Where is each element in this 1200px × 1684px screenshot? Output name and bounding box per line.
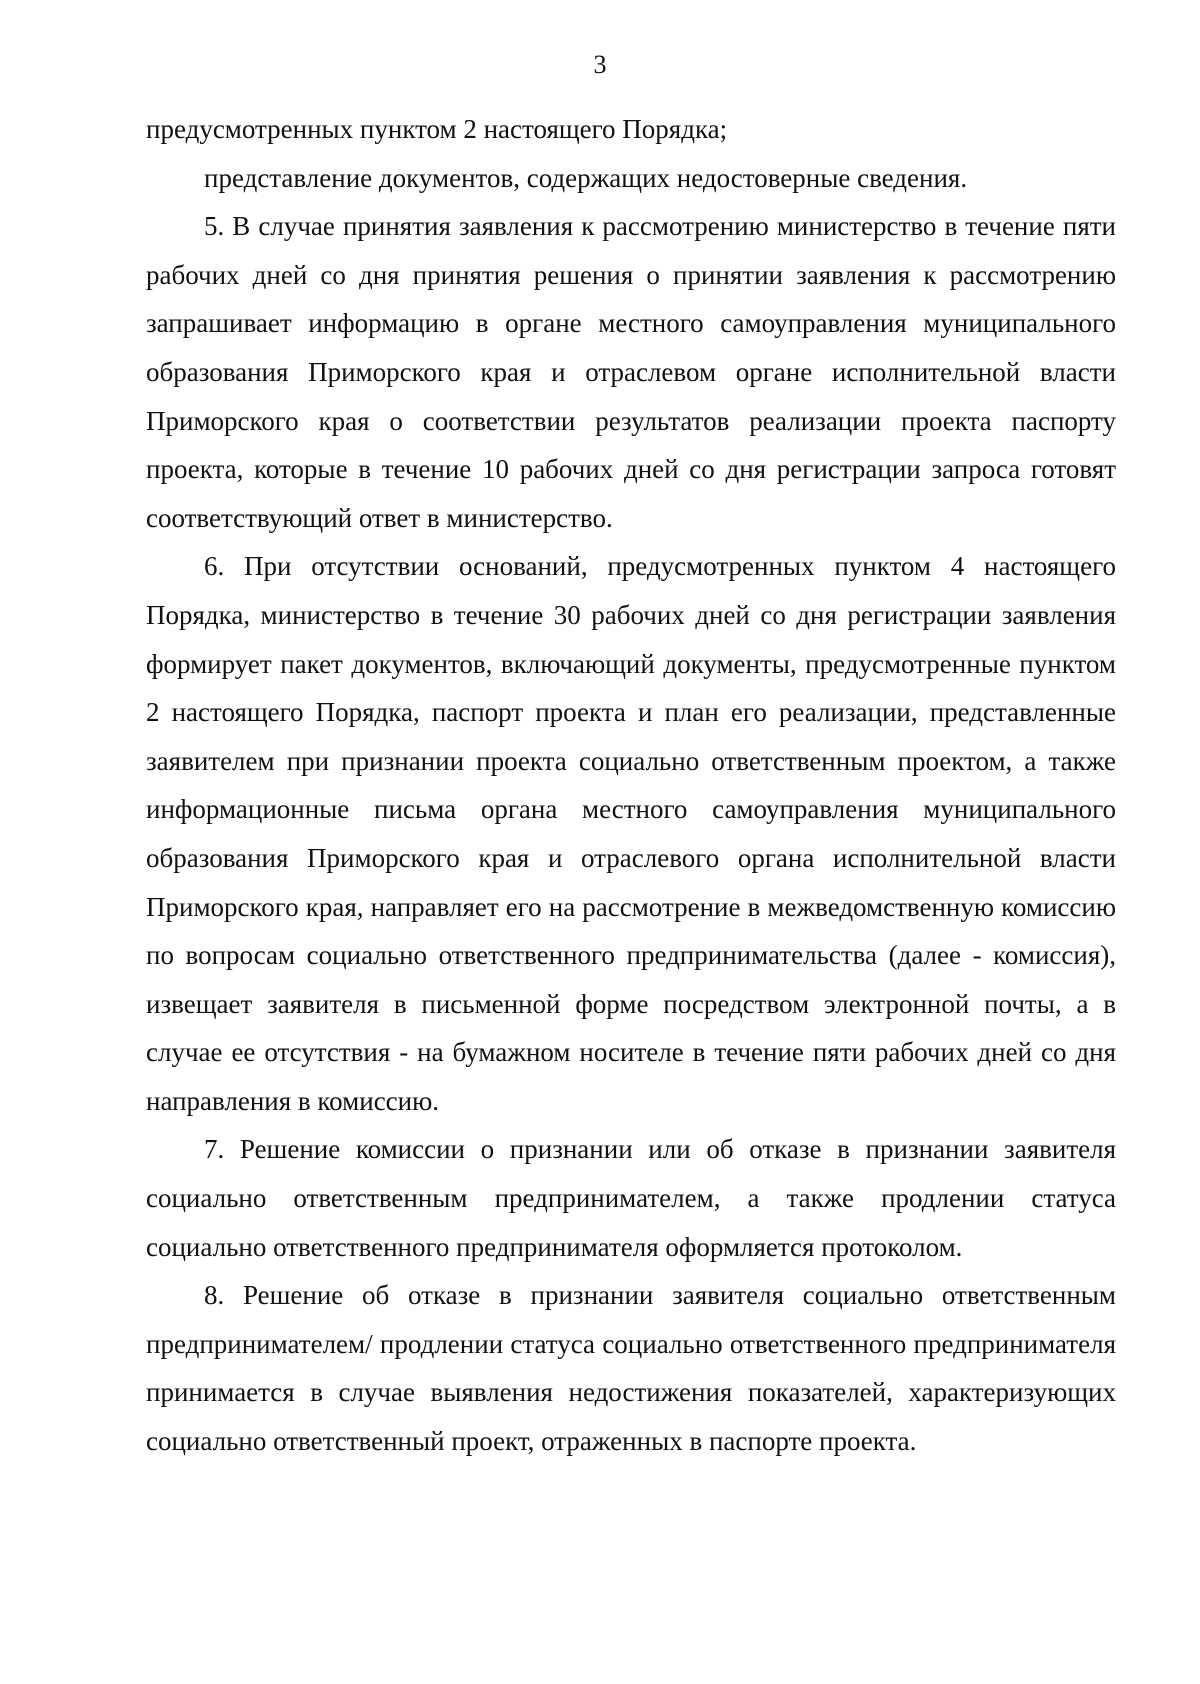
page-number: 3 xyxy=(593,50,607,79)
paragraph-item-5: 5. В случае принятия заявления к рассмотрению министерство в течение пяти рабочих дней со дня принятия решения о принятии заявления к рассмотрению запрашивает информацию в органе местного самоуправления муниципального образования Приморского края и отраслевом органе исполнительной власти Приморского края о соответствии результатов реализации проекта паспорту проекта, которые в течение 10 рабочих дней со дня регистрации запроса готовят соответствующий ответ в министерство. xyxy=(146,211,1116,533)
paragraph-item-6: 6. При отсутствии оснований, предусмотренных пунктом 4 настоящего Порядка, министерство в течение 30 рабочих дней со дня регистрации заявления формирует пакет документов, включающий документы, предусмотренные пунктом 2 настоящего Порядка, паспорт проекта и план его реализации, представленные заявителем при признании проекта социально ответственным проектом, а также информационные письма органа местного самоуправления муниципального образования Приморского края и отраслевого органа исполнительной власти Приморского края, направляет его на рассмотрение в межведомственную комиссию по вопросам социально ответственного предпринимательства (далее - комиссия), извещает заявителя в письменной форме посредством электронной почты, а в случае ее отсутствия - на бумажном носителе в течение пяти рабочих дней со дня направления в комиссию. xyxy=(146,551,1116,1116)
document-body xyxy=(146,105,1116,1466)
paragraph-item-7: 7. Решение комиссии о признании или об отказе в признании заявителя социально ответственным предпринимателем, а также продлении статуса социально ответственного предпринимателя оформляется протоколом. xyxy=(146,1134,1116,1262)
paragraph-item-8: 8. Решение об отказе в признании заявителя социально ответственным предпринимателем/ продлении статуса социально ответственного предпринимателя принимается в случае выявления недостижения показателей, характеризующих социально ответственный проект, отраженных в паспорте проекта. xyxy=(146,1280,1116,1457)
paragraph-continuation: предусмотренных пунктом 2 настоящего Порядка; xyxy=(146,114,728,144)
paragraph-false-documents: представление документов, содержащих недостоверные сведения. xyxy=(204,162,968,193)
